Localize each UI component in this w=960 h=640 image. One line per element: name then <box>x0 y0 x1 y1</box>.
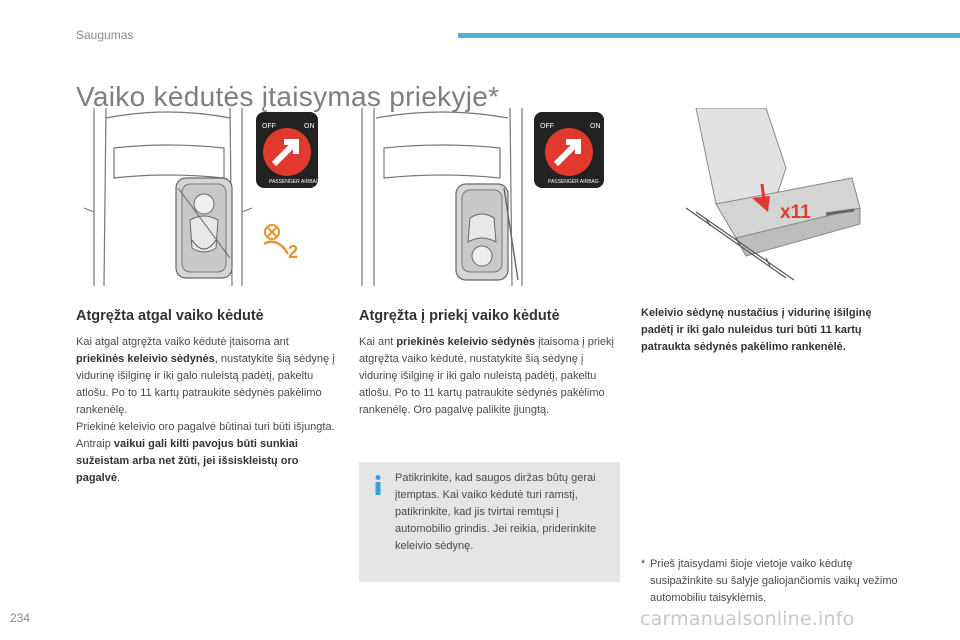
airbag-on-indicator <box>534 112 604 188</box>
rear-facing-heading: Atgręžta atgal vaiko kėdutė <box>76 308 264 324</box>
info-text: Patikrinkite, kad saugos diržas būtų gerai įtemptas. Kai vaiko kėdutė turi ramstį, patikrinkite, kad jis tvirtai remtųsi į automobilio grindis. Jei reikia, priderinkite keleivio sėdynę. <box>395 472 597 552</box>
forward-facing-heading: Atgręžta į priekį vaiko kėdutė <box>359 308 560 324</box>
forward-facing-seat-illustration <box>358 108 614 286</box>
svg-text:ON: ON <box>304 123 315 130</box>
header-rule <box>458 33 960 38</box>
svg-text:PASSENGER AIRBAG: PASSENGER AIRBAG <box>269 179 320 185</box>
airbag-off-indicator <box>256 112 320 188</box>
seat-adjust-caption: Keleivio sėdynę nustačius į vidurinę išilginę padėtį ir iki galo nuleidus turi būti 11 kartų patraukta sėdynės pakėlimo rankenėlė. <box>641 307 872 353</box>
watermark: carmanualsonline.info <box>640 608 855 630</box>
footnote <box>641 556 901 607</box>
rear-facing-section <box>76 308 336 487</box>
info-icon <box>371 474 385 496</box>
forward-facing-section <box>359 308 621 419</box>
airbag-warning-paragraph: Priekinė keleivio oro pagalvė būtinai turi būti išjungta. Antraip vaikui gali kilti pavojus būti sunkiai sužeistam arba net žūti, jei išsiskleistų oro pagalvė. <box>76 421 335 484</box>
page-number: 234 <box>10 611 31 625</box>
svg-text:2: 2 <box>288 242 299 262</box>
footnote-star: * <box>641 558 646 570</box>
page-title: Vaiko kėdutės įtaisymas priekyje* <box>76 80 500 112</box>
footnote-text: Prieš įtaisydami šioje vietoje vaiko kėdutę susipažinkite su šalyje galiojančiomis vaikų vežimo automobiliu taisyklėmis. <box>650 558 898 604</box>
svg-text:PASSENGER AIRBAG: PASSENGER AIRBAG <box>548 179 599 185</box>
svg-text:ON: ON <box>590 123 601 130</box>
rear-facing-paragraph: Kai atgal atgręžta vaiko kėdutė įtaisoma ant priekinės keleivio sėdynės, nustatykite šią sėdynę į vidurinę išilginę ir iki galo nuleistą padėtį, pakeltu atlošu. Po to 11 kartų patraukite sėdynės pakėlimo rankenėlę. <box>76 336 335 416</box>
rear-facing-seat-illustration <box>74 108 320 286</box>
forward-facing-paragraph: Kai ant priekinės keleivio sėdynės įtaisoma į priekį atgręžta vaiko kėdutė, nustatykite šią sėdynę į vidurinę išilginę ir iki galo nuleistą padėtį, pakeltu atlošu. Po to 11 kartų patraukite sėdynės pakėlimo rankenėlę. Oro pagalvę palikite įjungtą. <box>359 336 614 416</box>
airbag-warning-icon <box>264 225 298 262</box>
info-box <box>359 462 620 582</box>
x11-callout: x11 <box>780 202 811 223</box>
section-label: Saugumas <box>76 28 134 42</box>
svg-text:OFF: OFF <box>540 123 554 130</box>
svg-text:OFF: OFF <box>262 123 276 130</box>
seat-lever-illustration <box>676 108 872 286</box>
